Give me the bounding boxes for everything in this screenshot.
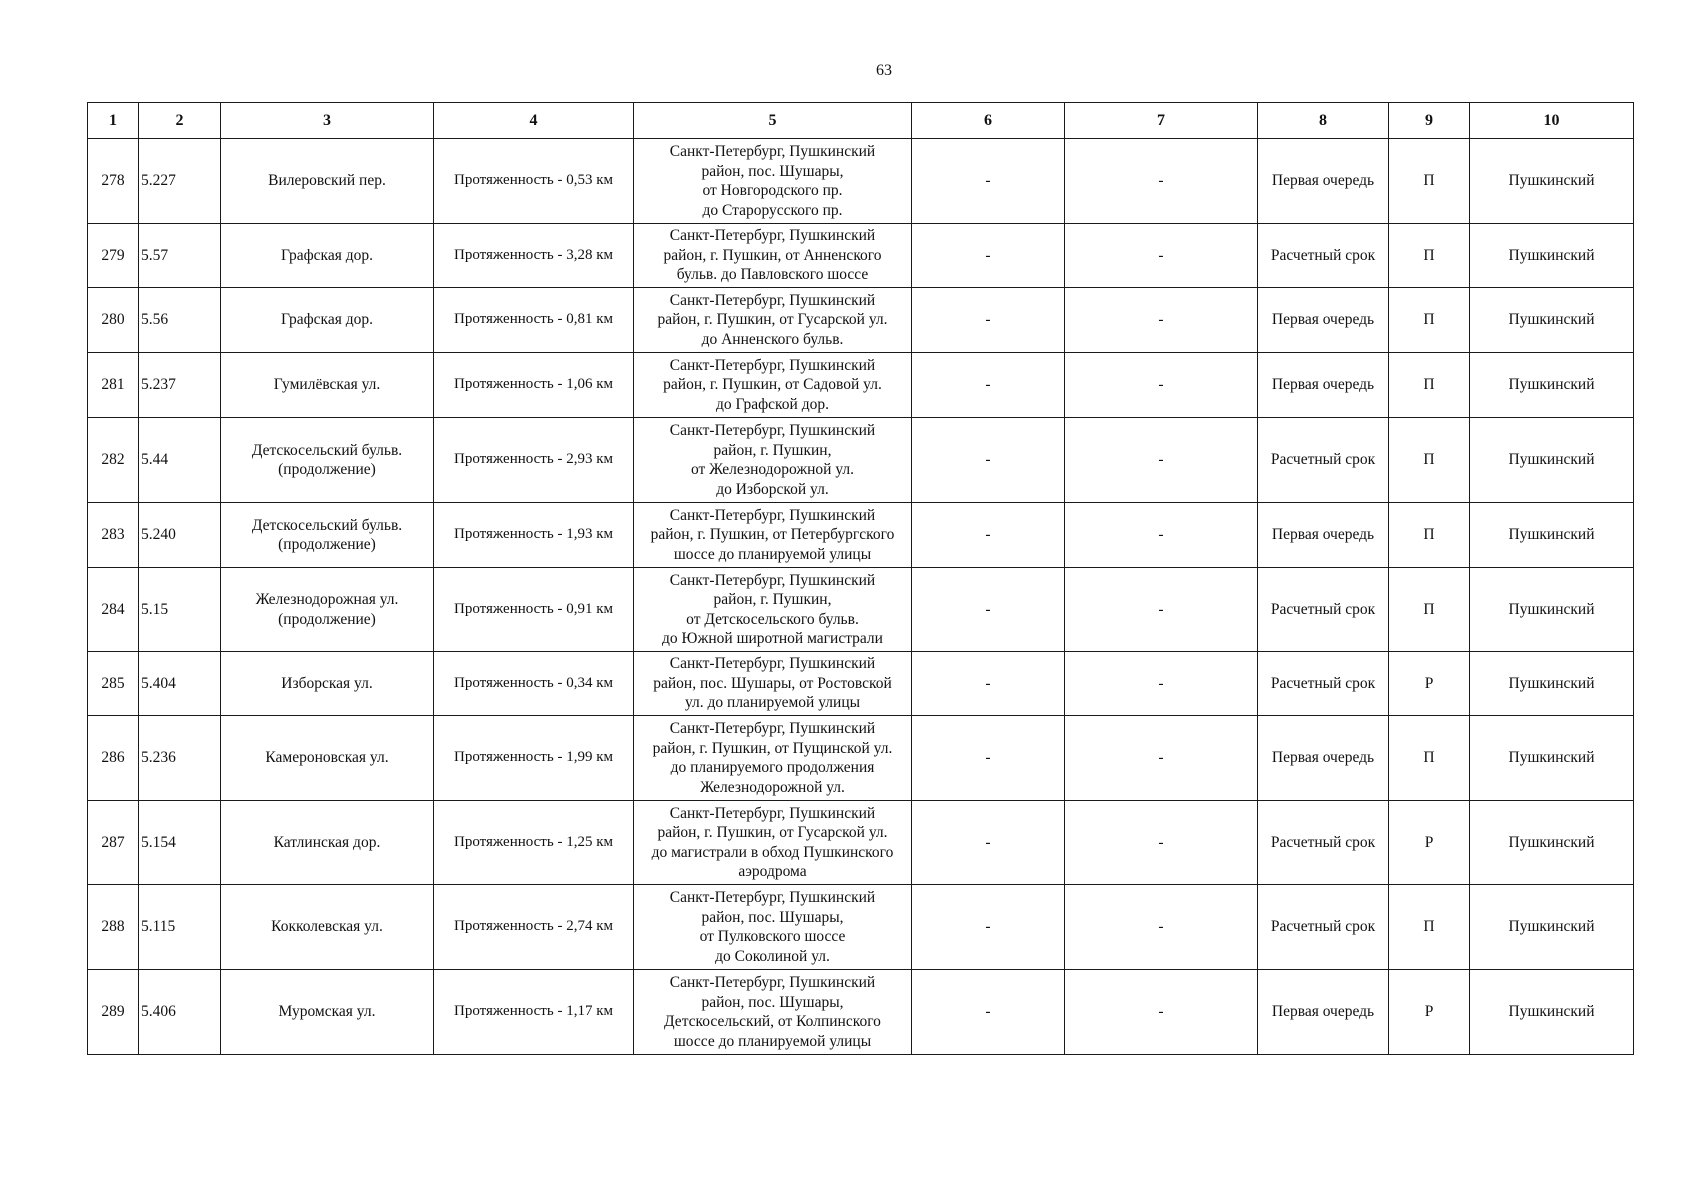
district-name: Пушкинский bbox=[1470, 353, 1634, 418]
column-header: 5 bbox=[634, 103, 912, 139]
table-body bbox=[88, 139, 1634, 1055]
street-name: Гумилёвская ул. bbox=[221, 353, 434, 418]
table-row bbox=[88, 652, 1634, 716]
street-name: Детскосельский бульв. (продолжение) bbox=[221, 503, 434, 568]
column-header: 7 bbox=[1065, 103, 1258, 139]
row-code: 5.237 bbox=[139, 353, 221, 418]
construction-stage: Расчетный срок bbox=[1258, 885, 1389, 970]
roads-table bbox=[87, 102, 1634, 1055]
road-location: Санкт-Петербург, Пушкинский район, г. Пушкин, от Петербургского шоссе до планируемой улицы bbox=[634, 503, 912, 568]
road-length: Протяженность - 1,93 км bbox=[434, 503, 634, 568]
construction-stage: Первая очередь bbox=[1258, 503, 1389, 568]
table-row bbox=[88, 353, 1634, 418]
street-name: Камероновская ул. bbox=[221, 716, 434, 801]
column-7-value: - bbox=[1065, 801, 1258, 885]
construction-stage: Первая очередь bbox=[1258, 716, 1389, 801]
row-number: 285 bbox=[88, 652, 139, 716]
table-row bbox=[88, 139, 1634, 224]
road-location: Санкт-Петербург, Пушкинский район, пос. Шушары, Детскосельский, от Колпинского шоссе до планируемой улицы bbox=[634, 970, 912, 1055]
row-code: 5.406 bbox=[139, 970, 221, 1055]
column-header: 8 bbox=[1258, 103, 1389, 139]
district-name: Пушкинский bbox=[1470, 568, 1634, 652]
column-7-value: - bbox=[1065, 716, 1258, 801]
street-name: Вилеровский пер. bbox=[221, 139, 434, 224]
column-7-value: - bbox=[1065, 353, 1258, 418]
column-6-value: - bbox=[912, 568, 1065, 652]
column-header: 4 bbox=[434, 103, 634, 139]
road-location: Санкт-Петербург, Пушкинский район, г. Пушкин, от Железнодорожной ул. до Изборской ул. bbox=[634, 418, 912, 503]
road-location: Санкт-Петербург, Пушкинский район, пос. Шушары, от Новгородского пр. до Старорусского пр. bbox=[634, 139, 912, 224]
column-header: 6 bbox=[912, 103, 1065, 139]
status-code: П bbox=[1389, 139, 1470, 224]
road-length: Протяженность - 1,25 км bbox=[434, 801, 634, 885]
district-name: Пушкинский bbox=[1470, 503, 1634, 568]
district-name: Пушкинский bbox=[1470, 224, 1634, 288]
row-code: 5.236 bbox=[139, 716, 221, 801]
status-code: П bbox=[1389, 224, 1470, 288]
column-6-value: - bbox=[912, 885, 1065, 970]
row-code: 5.15 bbox=[139, 568, 221, 652]
row-number: 284 bbox=[88, 568, 139, 652]
street-name: Графская дор. bbox=[221, 288, 434, 353]
column-6-value: - bbox=[912, 353, 1065, 418]
column-6-value: - bbox=[912, 288, 1065, 353]
construction-stage: Расчетный срок bbox=[1258, 418, 1389, 503]
row-code: 5.227 bbox=[139, 139, 221, 224]
row-code: 5.115 bbox=[139, 885, 221, 970]
column-7-value: - bbox=[1065, 885, 1258, 970]
table-row bbox=[88, 418, 1634, 503]
road-location: Санкт-Петербург, Пушкинский район, г. Пушкин, от Гусарской ул. до магистрали в обход Пушкинского аэродрома bbox=[634, 801, 912, 885]
row-number: 283 bbox=[88, 503, 139, 568]
district-name: Пушкинский bbox=[1470, 716, 1634, 801]
row-code: 5.240 bbox=[139, 503, 221, 568]
column-header: 1 bbox=[88, 103, 139, 139]
row-code: 5.56 bbox=[139, 288, 221, 353]
road-length: Протяженность - 1,99 км bbox=[434, 716, 634, 801]
road-length: Протяженность - 3,28 км bbox=[434, 224, 634, 288]
street-name: Железнодорожная ул. (продолжение) bbox=[221, 568, 434, 652]
column-header: 9 bbox=[1389, 103, 1470, 139]
road-length: Протяженность - 0,34 км bbox=[434, 652, 634, 716]
row-code: 5.57 bbox=[139, 224, 221, 288]
status-code: П bbox=[1389, 418, 1470, 503]
row-number: 288 bbox=[88, 885, 139, 970]
road-location: Санкт-Петербург, Пушкинский район, пос. Шушары, от Пулковского шоссе до Соколиной ул. bbox=[634, 885, 912, 970]
header-row bbox=[88, 103, 1634, 139]
column-6-value: - bbox=[912, 970, 1065, 1055]
construction-stage: Расчетный срок bbox=[1258, 568, 1389, 652]
road-length: Протяженность - 0,53 км bbox=[434, 139, 634, 224]
column-header: 3 bbox=[221, 103, 434, 139]
construction-stage: Первая очередь bbox=[1258, 353, 1389, 418]
district-name: Пушкинский bbox=[1470, 139, 1634, 224]
column-6-value: - bbox=[912, 801, 1065, 885]
column-7-value: - bbox=[1065, 568, 1258, 652]
street-name: Детскосельский бульв. (продолжение) bbox=[221, 418, 434, 503]
table-row bbox=[88, 568, 1634, 652]
district-name: Пушкинский bbox=[1470, 652, 1634, 716]
row-number: 282 bbox=[88, 418, 139, 503]
street-name: Муромская ул. bbox=[221, 970, 434, 1055]
column-6-value: - bbox=[912, 139, 1065, 224]
table-row bbox=[88, 288, 1634, 353]
row-number: 280 bbox=[88, 288, 139, 353]
row-code: 5.404 bbox=[139, 652, 221, 716]
row-number: 287 bbox=[88, 801, 139, 885]
column-7-value: - bbox=[1065, 652, 1258, 716]
street-name: Кокколевская ул. bbox=[221, 885, 434, 970]
row-code: 5.154 bbox=[139, 801, 221, 885]
table-row bbox=[88, 716, 1634, 801]
column-7-value: - bbox=[1065, 288, 1258, 353]
page-number: 63 bbox=[876, 62, 892, 79]
column-6-value: - bbox=[912, 652, 1065, 716]
road-location: Санкт-Петербург, Пушкинский район, г. Пушкин, от Садовой ул. до Графской дор. bbox=[634, 353, 912, 418]
row-number: 278 bbox=[88, 139, 139, 224]
construction-stage: Первая очередь bbox=[1258, 139, 1389, 224]
road-length: Протяженность - 2,93 км bbox=[434, 418, 634, 503]
column-6-value: - bbox=[912, 503, 1065, 568]
column-header: 10 bbox=[1470, 103, 1634, 139]
row-number: 289 bbox=[88, 970, 139, 1055]
table-row bbox=[88, 224, 1634, 288]
column-6-value: - bbox=[912, 224, 1065, 288]
street-name: Катлинская дор. bbox=[221, 801, 434, 885]
column-7-value: - bbox=[1065, 224, 1258, 288]
road-location: Санкт-Петербург, Пушкинский район, г. Пушкин, от Анненского бульв. до Павловского шоссе bbox=[634, 224, 912, 288]
road-location: Санкт-Петербург, Пушкинский район, г. Пушкин, от Детскосельского бульв. до Южной широтной магистрали bbox=[634, 568, 912, 652]
column-7-value: - bbox=[1065, 503, 1258, 568]
street-name: Изборская ул. bbox=[221, 652, 434, 716]
column-6-value: - bbox=[912, 716, 1065, 801]
status-code: П bbox=[1389, 288, 1470, 353]
status-code: П bbox=[1389, 568, 1470, 652]
table-row bbox=[88, 801, 1634, 885]
road-location: Санкт-Петербург, Пушкинский район, г. Пушкин, от Гусарской ул. до Анненского бульв. bbox=[634, 288, 912, 353]
table-row bbox=[88, 885, 1634, 970]
district-name: Пушкинский bbox=[1470, 970, 1634, 1055]
row-number: 279 bbox=[88, 224, 139, 288]
status-code: Р bbox=[1389, 801, 1470, 885]
road-length: Протяженность - 0,91 км bbox=[434, 568, 634, 652]
district-name: Пушкинский bbox=[1470, 801, 1634, 885]
road-length: Протяженность - 0,81 км bbox=[434, 288, 634, 353]
district-name: Пушкинский bbox=[1470, 885, 1634, 970]
table-row bbox=[88, 503, 1634, 568]
construction-stage: Первая очередь bbox=[1258, 288, 1389, 353]
row-code: 5.44 bbox=[139, 418, 221, 503]
street-name: Графская дор. bbox=[221, 224, 434, 288]
column-7-value: - bbox=[1065, 418, 1258, 503]
row-number: 281 bbox=[88, 353, 139, 418]
construction-stage: Расчетный срок bbox=[1258, 801, 1389, 885]
status-code: П bbox=[1389, 885, 1470, 970]
district-name: Пушкинский bbox=[1470, 288, 1634, 353]
status-code: П bbox=[1389, 503, 1470, 568]
road-length: Протяженность - 2,74 км bbox=[434, 885, 634, 970]
road-location: Санкт-Петербург, Пушкинский район, г. Пушкин, от Пущинской ул. до планируемого продолжения Железнодорожной ул. bbox=[634, 716, 912, 801]
construction-stage: Расчетный срок bbox=[1258, 652, 1389, 716]
table-row bbox=[88, 970, 1634, 1055]
road-length: Протяженность - 1,17 км bbox=[434, 970, 634, 1055]
column-7-value: - bbox=[1065, 139, 1258, 224]
road-location: Санкт-Петербург, Пушкинский район, пос. Шушары, от Ростовской ул. до планируемой улицы bbox=[634, 652, 912, 716]
construction-stage: Расчетный срок bbox=[1258, 224, 1389, 288]
row-number: 286 bbox=[88, 716, 139, 801]
column-6-value: - bbox=[912, 418, 1065, 503]
column-header: 2 bbox=[139, 103, 221, 139]
status-code: Р bbox=[1389, 970, 1470, 1055]
construction-stage: Первая очередь bbox=[1258, 970, 1389, 1055]
road-length: Протяженность - 1,06 км bbox=[434, 353, 634, 418]
status-code: П bbox=[1389, 716, 1470, 801]
status-code: Р bbox=[1389, 652, 1470, 716]
status-code: П bbox=[1389, 353, 1470, 418]
district-name: Пушкинский bbox=[1470, 418, 1634, 503]
column-7-value: - bbox=[1065, 970, 1258, 1055]
